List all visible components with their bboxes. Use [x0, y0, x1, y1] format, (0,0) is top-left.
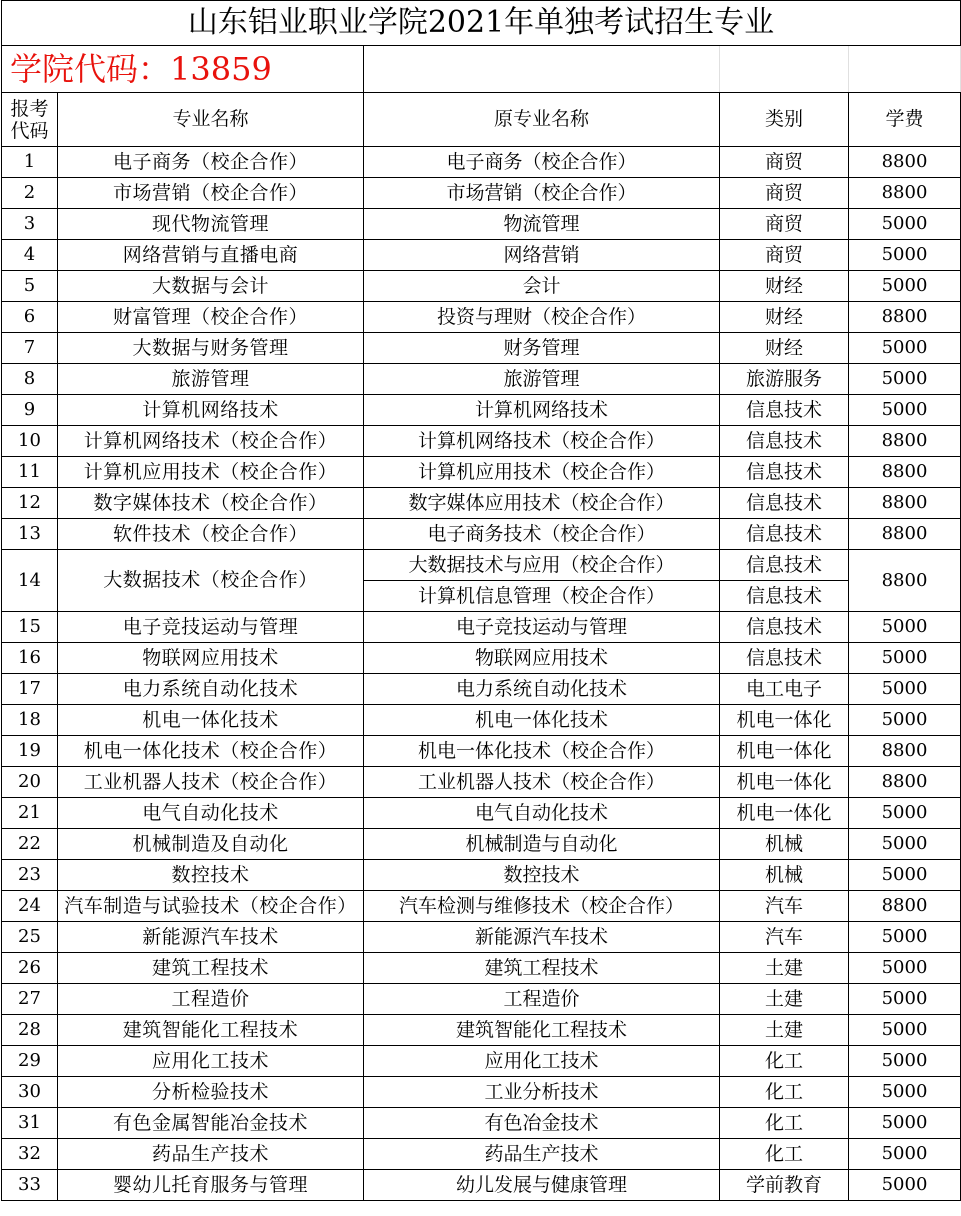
cell-id[interactable]: 5 [2, 271, 58, 302]
cell-category[interactable]: 土建 [720, 1015, 849, 1046]
cell-category[interactable]: 信息技术 [720, 643, 849, 674]
cell-category[interactable]: 信息技术 [720, 581, 849, 612]
cell-category[interactable]: 化工 [720, 1139, 849, 1170]
table-row [2, 147, 961, 178]
table-row [2, 860, 961, 891]
table-row [2, 457, 961, 488]
cell-original-major[interactable]: 机电一体化技术（校企合作） [364, 736, 720, 767]
cell-major[interactable]: 有色金属智能冶金技术 [58, 1108, 364, 1139]
cell-original-major[interactable]: 工业分析技术 [364, 1077, 720, 1108]
header-original-major[interactable]: 原专业名称 [364, 93, 720, 147]
cell-original-major[interactable]: 有色冶金技术 [364, 1108, 720, 1139]
cell-category[interactable]: 电工电子 [720, 674, 849, 705]
cell-id[interactable]: 17 [2, 674, 58, 705]
cell-id[interactable]: 33 [2, 1170, 58, 1201]
cell-id[interactable]: 26 [2, 953, 58, 984]
cell-original-major[interactable]: 新能源汽车技术 [364, 922, 720, 953]
cell-fee[interactable]: 8800 [849, 457, 961, 488]
cell-major[interactable]: 大数据与财务管理 [58, 333, 364, 364]
cell-major[interactable]: 机电一体化技术（校企合作） [58, 736, 364, 767]
cell-category[interactable]: 机电一体化 [720, 767, 849, 798]
cell-fee[interactable]: 5000 [849, 1046, 961, 1077]
table-row [2, 767, 961, 798]
cell-fee[interactable]: 5000 [849, 209, 961, 240]
table-row [2, 302, 961, 333]
cell-original-major[interactable]: 电子竞技运动与管理 [364, 612, 720, 643]
cell-id[interactable]: 15 [2, 612, 58, 643]
cell-major[interactable]: 药品生产技术 [58, 1139, 364, 1170]
empty-cell[interactable] [720, 46, 849, 93]
table-row [2, 922, 961, 953]
cell-major[interactable]: 电子商务（校企合作） [58, 147, 364, 178]
table-row [2, 798, 961, 829]
table-row [2, 1139, 961, 1170]
cell-original-major[interactable]: 应用化工技术 [364, 1046, 720, 1077]
cell-original-major[interactable]: 旅游管理 [364, 364, 720, 395]
cell-fee[interactable]: 5000 [849, 922, 961, 953]
cell-original-major[interactable]: 机电一体化技术 [364, 705, 720, 736]
cell-fee[interactable]: 5000 [849, 829, 961, 860]
cell-id[interactable]: 2 [2, 178, 58, 209]
cell-major[interactable]: 数控技术 [58, 860, 364, 891]
cell-category[interactable]: 财经 [720, 302, 849, 333]
cell-original-major[interactable]: 数字媒体应用技术（校企合作） [364, 488, 720, 519]
cell-fee[interactable]: 8800 [849, 302, 961, 333]
cell-major[interactable]: 建筑智能化工程技术 [58, 1015, 364, 1046]
table-row [2, 550, 961, 581]
cell-category[interactable]: 商贸 [720, 178, 849, 209]
table-row [2, 829, 961, 860]
page-title[interactable]: 山东铝业职业学院2021年单独考试招生专业 [2, 1, 961, 46]
cell-fee[interactable]: 8800 [849, 488, 961, 519]
table-row [2, 488, 961, 519]
cell-fee[interactable]: 5000 [849, 1139, 961, 1170]
cell-original-major[interactable]: 电气自动化技术 [364, 798, 720, 829]
cell-original-major[interactable]: 工程造价 [364, 984, 720, 1015]
cell-major[interactable]: 汽车制造与试验技术（校企合作） [58, 891, 364, 922]
cell-id[interactable]: 23 [2, 860, 58, 891]
cell-fee[interactable]: 8800 [849, 178, 961, 209]
majors-table [1, 0, 961, 1201]
cell-category[interactable]: 信息技术 [720, 395, 849, 426]
table-row [2, 240, 961, 271]
cell-original-major[interactable]: 会计 [364, 271, 720, 302]
cell-original-major[interactable]: 大数据技术与应用（校企合作） [364, 550, 720, 581]
cell-category[interactable]: 商贸 [720, 240, 849, 271]
cell-fee[interactable]: 5000 [849, 674, 961, 705]
cell-major[interactable]: 建筑工程技术 [58, 953, 364, 984]
cell-id[interactable]: 14 [2, 550, 58, 612]
table-row [2, 426, 961, 457]
cell-major[interactable]: 计算机网络技术（校企合作） [58, 426, 364, 457]
cell-id[interactable]: 13 [2, 519, 58, 550]
cell-id[interactable]: 8 [2, 364, 58, 395]
cell-id[interactable]: 29 [2, 1046, 58, 1077]
cell-major[interactable]: 大数据技术（校企合作） [58, 550, 364, 612]
cell-category[interactable]: 信息技术 [720, 519, 849, 550]
header-major[interactable]: 专业名称 [58, 93, 364, 147]
cell-category[interactable]: 财经 [720, 333, 849, 364]
cell-id[interactable]: 24 [2, 891, 58, 922]
cell-id[interactable]: 19 [2, 736, 58, 767]
cell-category[interactable]: 化工 [720, 1046, 849, 1077]
cell-id[interactable]: 16 [2, 643, 58, 674]
cell-fee[interactable]: 5000 [849, 612, 961, 643]
table-row [2, 271, 961, 302]
cell-major[interactable]: 婴幼儿托育服务与管理 [58, 1170, 364, 1201]
table-row [2, 395, 961, 426]
table-row [2, 891, 961, 922]
cell-original-major[interactable]: 网络营销 [364, 240, 720, 271]
cell-fee[interactable]: 8800 [849, 147, 961, 178]
cell-id[interactable]: 20 [2, 767, 58, 798]
cell-category[interactable]: 信息技术 [720, 426, 849, 457]
empty-cell[interactable] [849, 46, 961, 93]
table-row [2, 674, 961, 705]
cell-major[interactable]: 数字媒体技术（校企合作） [58, 488, 364, 519]
cell-original-major[interactable]: 电子商务（校企合作） [364, 147, 720, 178]
empty-cell[interactable] [364, 46, 720, 93]
cell-original-major[interactable]: 计算机网络技术 [364, 395, 720, 426]
cell-fee[interactable]: 5000 [849, 860, 961, 891]
cell-original-major[interactable]: 财务管理 [364, 333, 720, 364]
cell-fee[interactable]: 5000 [849, 798, 961, 829]
cell-category[interactable]: 汽车 [720, 922, 849, 953]
cell-original-major[interactable]: 工业机器人技术（校企合作） [364, 767, 720, 798]
cell-fee[interactable]: 5000 [849, 1108, 961, 1139]
cell-major[interactable]: 计算机应用技术（校企合作） [58, 457, 364, 488]
table-row [2, 1015, 961, 1046]
cell-original-major[interactable]: 汽车检测与维修技术（校企合作） [364, 891, 720, 922]
cell-original-major[interactable]: 市场营销（校企合作） [364, 178, 720, 209]
cell-major[interactable]: 工程造价 [58, 984, 364, 1015]
cell-original-major[interactable]: 建筑智能化工程技术 [364, 1015, 720, 1046]
table-row [2, 953, 961, 984]
cell-major[interactable]: 旅游管理 [58, 364, 364, 395]
cell-id[interactable]: 12 [2, 488, 58, 519]
table-row [2, 364, 961, 395]
cell-major[interactable]: 机械制造及自动化 [58, 829, 364, 860]
cell-category[interactable]: 商贸 [720, 147, 849, 178]
cell-major[interactable]: 计算机网络技术 [58, 395, 364, 426]
cell-id[interactable]: 22 [2, 829, 58, 860]
cell-category[interactable]: 信息技术 [720, 550, 849, 581]
cell-major[interactable]: 市场营销（校企合作） [58, 178, 364, 209]
cell-fee[interactable]: 5000 [849, 953, 961, 984]
cell-major[interactable]: 财富管理（校企合作） [58, 302, 364, 333]
cell-fee[interactable]: 8800 [849, 426, 961, 457]
table-row [2, 1170, 961, 1201]
table-row [2, 209, 961, 240]
table-row [2, 705, 961, 736]
cell-original-major[interactable]: 幼儿发展与健康管理 [364, 1170, 720, 1201]
cell-major[interactable]: 软件技术（校企合作） [58, 519, 364, 550]
cell-fee[interactable]: 8800 [849, 519, 961, 550]
cell-category[interactable]: 土建 [720, 984, 849, 1015]
cell-major[interactable]: 大数据与会计 [58, 271, 364, 302]
header-row [2, 93, 961, 147]
cell-major[interactable]: 电子竞技运动与管理 [58, 612, 364, 643]
cell-id[interactable]: 10 [2, 426, 58, 457]
table-row [2, 736, 961, 767]
cell-category[interactable]: 旅游服务 [720, 364, 849, 395]
cell-id[interactable]: 28 [2, 1015, 58, 1046]
cell-category[interactable]: 机电一体化 [720, 705, 849, 736]
cell-fee[interactable]: 8800 [849, 767, 961, 798]
cell-original-major[interactable]: 计算机应用技术（校企合作） [364, 457, 720, 488]
cell-original-major[interactable]: 药品生产技术 [364, 1139, 720, 1170]
cell-category[interactable]: 信息技术 [720, 488, 849, 519]
cell-id[interactable]: 21 [2, 798, 58, 829]
cell-major[interactable]: 新能源汽车技术 [58, 922, 364, 953]
cell-category[interactable]: 机电一体化 [720, 798, 849, 829]
cell-fee[interactable]: 5000 [849, 333, 961, 364]
cell-fee[interactable]: 5000 [849, 705, 961, 736]
cell-original-major[interactable]: 电子商务技术（校企合作） [364, 519, 720, 550]
cell-category[interactable]: 学前教育 [720, 1170, 849, 1201]
cell-fee[interactable]: 8800 [849, 736, 961, 767]
cell-category[interactable]: 化工 [720, 1108, 849, 1139]
college-code[interactable]: 学院代码：13859 [2, 46, 364, 93]
cell-original-major[interactable]: 计算机网络技术（校企合作） [364, 426, 720, 457]
cell-id[interactable]: 18 [2, 705, 58, 736]
cell-fee[interactable]: 8800 [849, 891, 961, 922]
cell-category[interactable]: 化工 [720, 1077, 849, 1108]
cell-original-major[interactable]: 物流管理 [364, 209, 720, 240]
cell-fee[interactable]: 5000 [849, 1170, 961, 1201]
cell-major[interactable]: 机电一体化技术 [58, 705, 364, 736]
cell-category[interactable]: 土建 [720, 953, 849, 984]
cell-category[interactable]: 财经 [720, 271, 849, 302]
cell-category[interactable]: 汽车 [720, 891, 849, 922]
table-row [2, 643, 961, 674]
cell-major[interactable]: 应用化工技术 [58, 1046, 364, 1077]
cell-id[interactable]: 27 [2, 984, 58, 1015]
cell-original-major[interactable]: 投资与理财（校企合作） [364, 302, 720, 333]
cell-id[interactable]: 1 [2, 147, 58, 178]
cell-fee[interactable]: 5000 [849, 1015, 961, 1046]
cell-original-major[interactable]: 计算机信息管理（校企合作） [364, 581, 720, 612]
cell-id[interactable]: 6 [2, 302, 58, 333]
cell-id[interactable]: 31 [2, 1108, 58, 1139]
cell-fee[interactable]: 5000 [849, 984, 961, 1015]
cell-major[interactable]: 电力系统自动化技术 [58, 674, 364, 705]
cell-category[interactable]: 机械 [720, 860, 849, 891]
cell-major[interactable]: 电气自动化技术 [58, 798, 364, 829]
table-row [2, 1046, 961, 1077]
cell-major[interactable]: 网络营销与直播电商 [58, 240, 364, 271]
header-id[interactable]: 报考代码 [2, 93, 58, 147]
cell-major[interactable]: 分析检验技术 [58, 1077, 364, 1108]
cell-fee[interactable]: 5000 [849, 1077, 961, 1108]
cell-fee[interactable]: 5000 [849, 271, 961, 302]
table-row [2, 333, 961, 364]
cell-major[interactable]: 物联网应用技术 [58, 643, 364, 674]
cell-original-major[interactable]: 机械制造与自动化 [364, 829, 720, 860]
cell-fee[interactable]: 5000 [849, 395, 961, 426]
cell-fee[interactable]: 8800 [849, 550, 961, 612]
cell-id[interactable]: 11 [2, 457, 58, 488]
cell-id[interactable]: 30 [2, 1077, 58, 1108]
table-row [2, 1108, 961, 1139]
cell-major[interactable]: 现代物流管理 [58, 209, 364, 240]
cell-category[interactable]: 商贸 [720, 209, 849, 240]
cell-id[interactable]: 4 [2, 240, 58, 271]
cell-fee[interactable]: 5000 [849, 643, 961, 674]
table-row [2, 984, 961, 1015]
cell-fee[interactable]: 5000 [849, 364, 961, 395]
cell-original-major[interactable]: 数控技术 [364, 860, 720, 891]
cell-id[interactable]: 32 [2, 1139, 58, 1170]
cell-category[interactable]: 信息技术 [720, 612, 849, 643]
cell-original-major[interactable]: 物联网应用技术 [364, 643, 720, 674]
cell-major[interactable]: 工业机器人技术（校企合作） [58, 767, 364, 798]
cell-original-major[interactable]: 电力系统自动化技术 [364, 674, 720, 705]
cell-category[interactable]: 机电一体化 [720, 736, 849, 767]
cell-id[interactable]: 3 [2, 209, 58, 240]
table-row [2, 612, 961, 643]
cell-id[interactable]: 7 [2, 333, 58, 364]
cell-original-major[interactable]: 建筑工程技术 [364, 953, 720, 984]
cell-id[interactable]: 25 [2, 922, 58, 953]
cell-category[interactable]: 机械 [720, 829, 849, 860]
cell-id[interactable]: 9 [2, 395, 58, 426]
header-fee[interactable]: 学费 [849, 93, 961, 147]
table-row [2, 178, 961, 209]
table-row [2, 1077, 961, 1108]
cell-fee[interactable]: 5000 [849, 240, 961, 271]
table-row [2, 519, 961, 550]
cell-category[interactable]: 信息技术 [720, 457, 849, 488]
header-category[interactable]: 类别 [720, 93, 849, 147]
